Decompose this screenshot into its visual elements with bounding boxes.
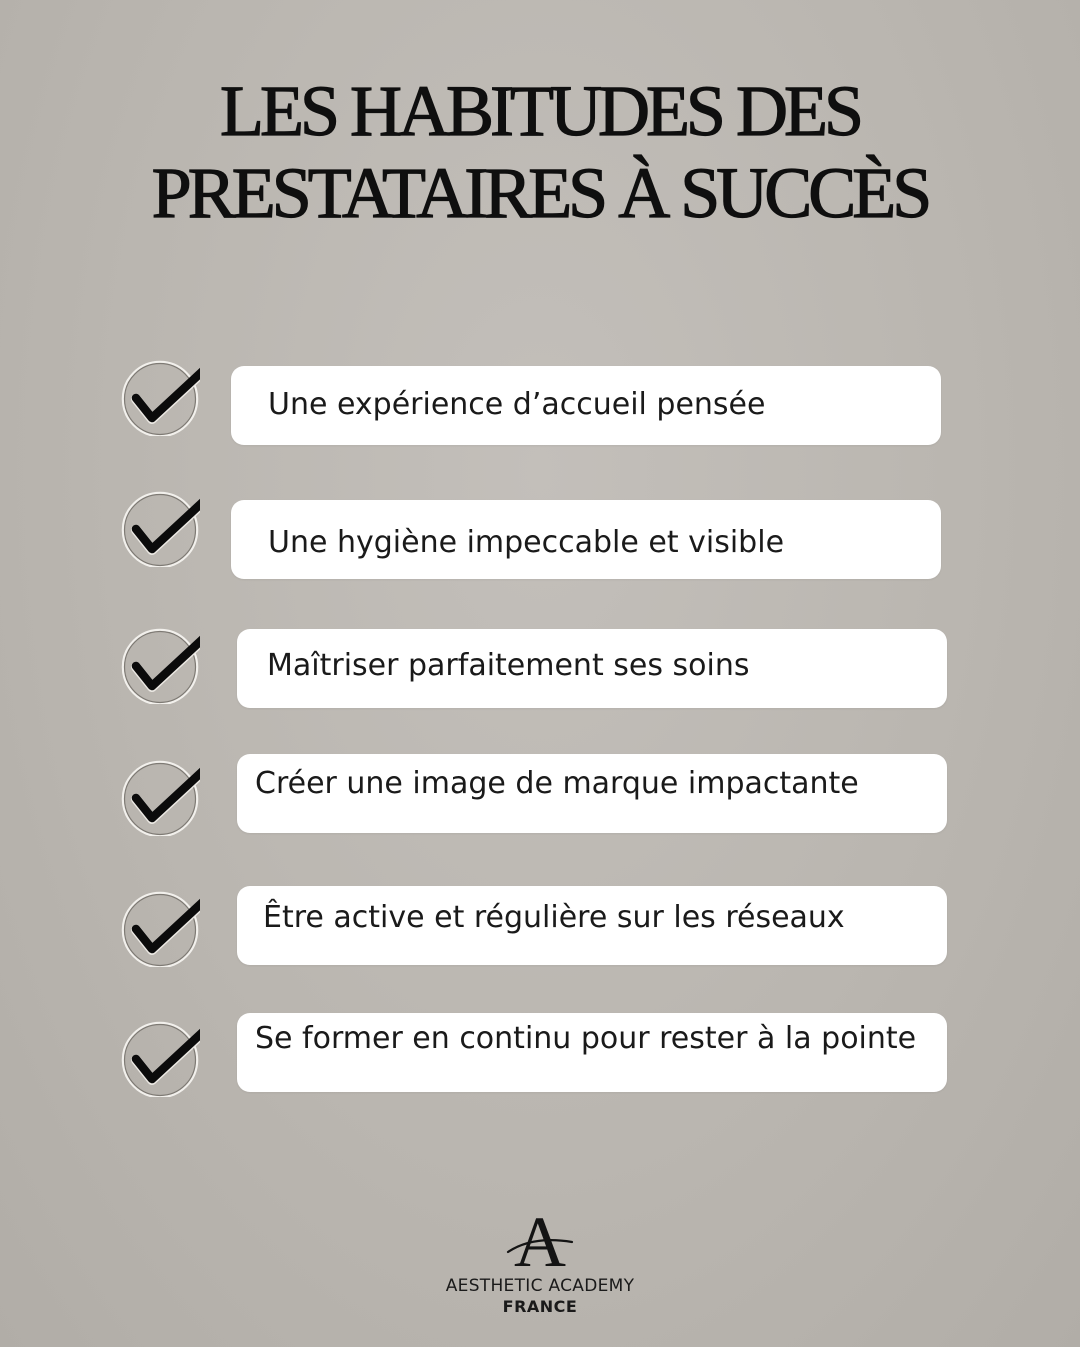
list-item-text: Une hygiène impeccable et visible	[268, 525, 785, 560]
list-item-card	[231, 366, 941, 445]
checkmark-icon	[120, 360, 200, 436]
list-item-card	[231, 500, 941, 579]
list-item-card	[237, 754, 947, 833]
list-item-text: Une expérience d’accueil pensée	[268, 387, 766, 422]
page-title	[0, 70, 1080, 234]
title-line-1: LES HABITUDES DES	[219, 71, 860, 151]
list-item-card	[237, 629, 947, 708]
list-item-text: Se former en continu pour rester à la pointe	[255, 1021, 917, 1056]
brand-logo	[0, 1208, 1080, 1316]
list-item-text: Maîtriser parfaitement ses soins	[267, 648, 750, 683]
brand-name: AESTHETIC ACADEMY	[445, 1276, 635, 1296]
list-item-card	[237, 886, 947, 965]
brand-country: FRANCE	[502, 1297, 578, 1316]
list-item-text: Créer une image de marque impactante	[255, 766, 859, 801]
academy-logo-icon	[504, 1208, 576, 1274]
title-line-2: PRESTATAIRES À SUCCÈS	[151, 153, 929, 233]
checkmark-icon	[120, 891, 200, 967]
checkmark-icon	[120, 628, 200, 704]
list-item-card	[237, 1013, 947, 1092]
checkmark-icon	[120, 1021, 200, 1097]
logo-letter: A	[514, 1208, 566, 1274]
list-item-text: Être active et régulière sur les réseaux	[263, 900, 845, 935]
checkmark-icon	[120, 760, 200, 836]
checkmark-icon	[120, 491, 200, 567]
